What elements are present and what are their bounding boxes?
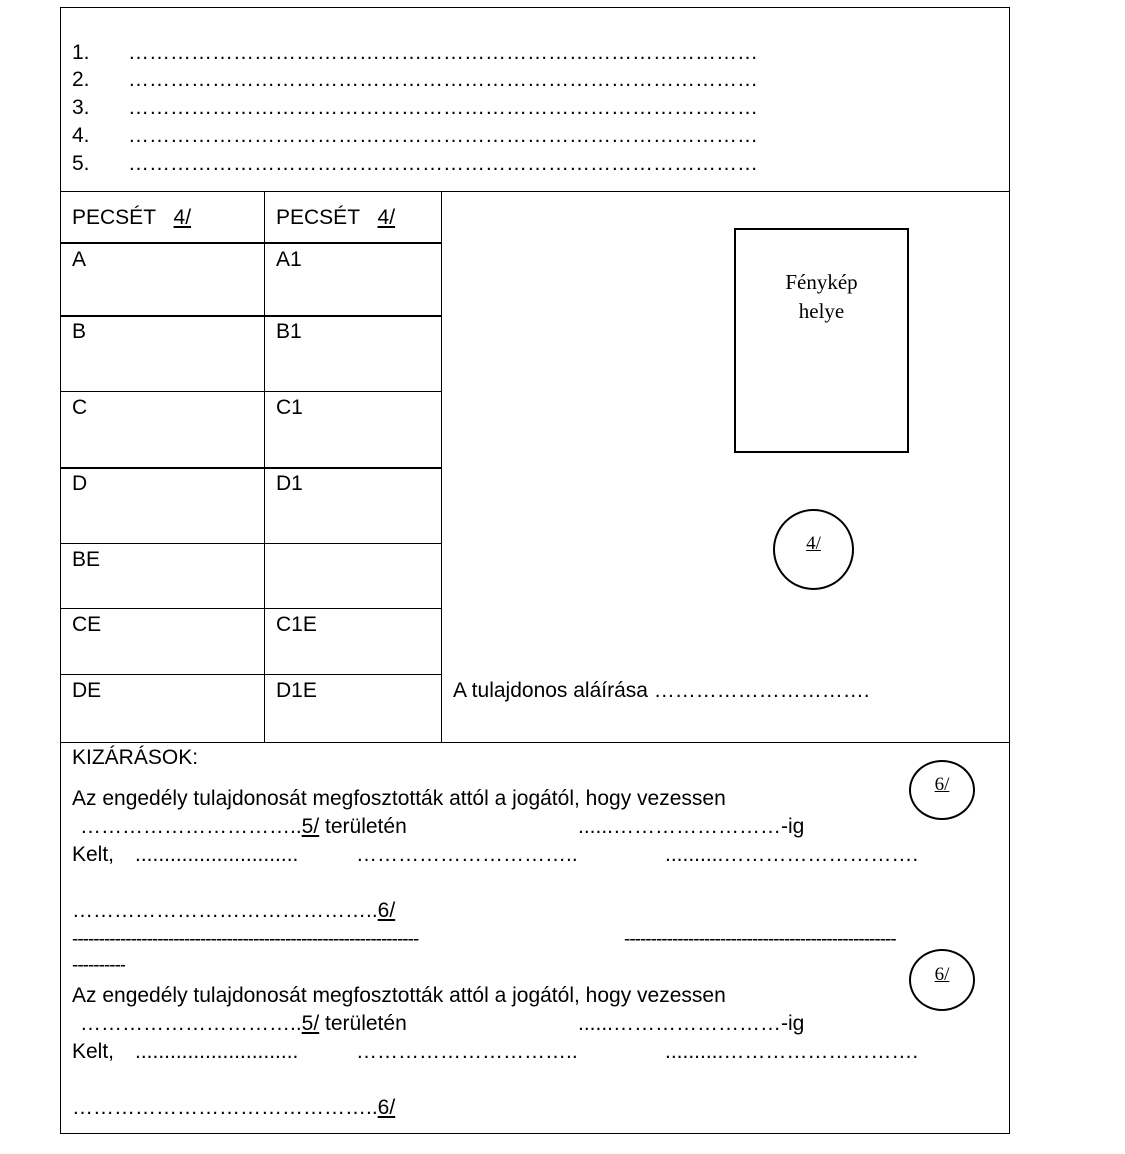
photo-caption-line1: Fénykép xyxy=(785,270,858,294)
exclusion-area-line xyxy=(80,815,407,839)
kelt-dots: ………………………….. xyxy=(356,843,578,866)
category-label: CE xyxy=(72,613,102,636)
sign-dots: …………………………………….. xyxy=(72,899,378,922)
item-number-1: 1. xyxy=(72,41,90,64)
item-number-4: 4. xyxy=(72,124,90,147)
photo-caption xyxy=(736,268,907,326)
exclusion-seal-ref: 6/ xyxy=(934,964,950,985)
owner-signature-line: A tulajdonos aláírása …………………………. xyxy=(453,679,870,702)
item-dots-4: ……………………………………………………………………………… xyxy=(128,124,758,147)
seal-circle xyxy=(773,509,854,590)
stamp-header-label: PECSÉT xyxy=(276,206,361,229)
exclusion-statement: Az engedély tulajdonosát megfosztották attól a jogától, hogy vezessen xyxy=(72,984,726,1007)
category-label: C1E xyxy=(276,613,317,636)
exclusion-until: ......……………………-ig xyxy=(578,1012,805,1035)
photo-placeholder xyxy=(734,228,909,453)
category-label: DE xyxy=(72,679,102,702)
stamp-header-right xyxy=(276,206,395,230)
exclusion-seal-circle xyxy=(909,760,975,820)
category-label: BE xyxy=(72,548,101,571)
sign-ref: 6/ xyxy=(377,899,396,922)
stamp-row-line xyxy=(60,242,441,244)
separator-wrap: ---------- xyxy=(72,955,126,976)
item-dots-1: ……………………………………………………………………………… xyxy=(128,41,758,64)
item-dots-5: ……………………………………………………………………………… xyxy=(128,152,758,175)
exclusion-until: ......……………………-ig xyxy=(578,815,805,838)
exclusion-statement: Az engedély tulajdonosát megfosztották attól a jogától, hogy vezessen xyxy=(72,787,726,810)
area-text: területén xyxy=(319,1012,407,1035)
category-label: A1 xyxy=(276,248,302,271)
category-label: A xyxy=(72,248,87,271)
exclusions-title: KIZÁRÁSOK: xyxy=(72,746,199,769)
exclusion-signature-line xyxy=(72,899,395,923)
exclusion-signature-line xyxy=(72,1096,395,1120)
kelt-label: Kelt, xyxy=(72,843,115,866)
kelt-dots: ………………………….. xyxy=(356,1040,578,1063)
stamp-row-line xyxy=(60,315,441,317)
sign-ref: 6/ xyxy=(377,1096,396,1119)
area-ref: 5/ xyxy=(301,1012,320,1035)
stamp-row-line xyxy=(60,391,441,392)
stamp-row-line xyxy=(60,467,441,469)
stamp-row-line xyxy=(60,674,441,675)
stamp-grid-right-edge xyxy=(441,191,442,742)
item-number-3: 3. xyxy=(72,96,90,119)
category-label: D1 xyxy=(276,472,303,495)
stamp-header-ref: 4/ xyxy=(377,206,396,229)
divider-bottom xyxy=(60,742,1010,743)
stamp-row-line xyxy=(60,608,441,609)
kelt-dots: ............................ xyxy=(135,843,299,866)
category-label: D xyxy=(72,472,88,495)
item-number-2: 2. xyxy=(72,68,90,91)
exclusion-area-line xyxy=(80,1012,407,1036)
area-dots: ………………………….. xyxy=(80,1012,302,1035)
divider-top xyxy=(60,191,1010,192)
category-label: C xyxy=(72,396,88,419)
separator-right: --------------------------------------------------- xyxy=(624,929,896,950)
exclusion-seal-circle xyxy=(909,949,975,1011)
area-text: területén xyxy=(319,815,407,838)
area-ref: 5/ xyxy=(301,815,320,838)
kelt-dots: ............................ xyxy=(135,1040,299,1063)
category-label: D1E xyxy=(276,679,317,702)
kelt-dots: ..........………………………. xyxy=(665,843,919,866)
item-dots-2: ……………………………………………………………………………… xyxy=(128,68,758,91)
stamp-row-line xyxy=(60,543,441,544)
category-label: C1 xyxy=(276,396,303,419)
item-number-5: 5. xyxy=(72,152,90,175)
form-frame xyxy=(60,7,1010,1134)
item-dots-3: ……………………………………………………………………………… xyxy=(128,96,758,119)
area-dots: ………………………….. xyxy=(80,815,302,838)
category-label: B1 xyxy=(276,320,302,343)
stamp-header-label: PECSÉT xyxy=(72,206,157,229)
category-label: B xyxy=(72,320,87,343)
stamp-header-ref: 4/ xyxy=(173,206,192,229)
seal-ref: 4/ xyxy=(806,533,821,554)
kelt-label: Kelt, xyxy=(72,1040,115,1063)
photo-caption-line2: helye xyxy=(798,299,845,323)
kelt-dots: ..........………………………. xyxy=(665,1040,919,1063)
stamp-header-left xyxy=(72,206,191,230)
separator-left: ----------------------------------------------------------------- xyxy=(72,929,419,950)
exclusion-seal-ref: 6/ xyxy=(934,774,950,795)
sign-dots: …………………………………….. xyxy=(72,1096,378,1119)
